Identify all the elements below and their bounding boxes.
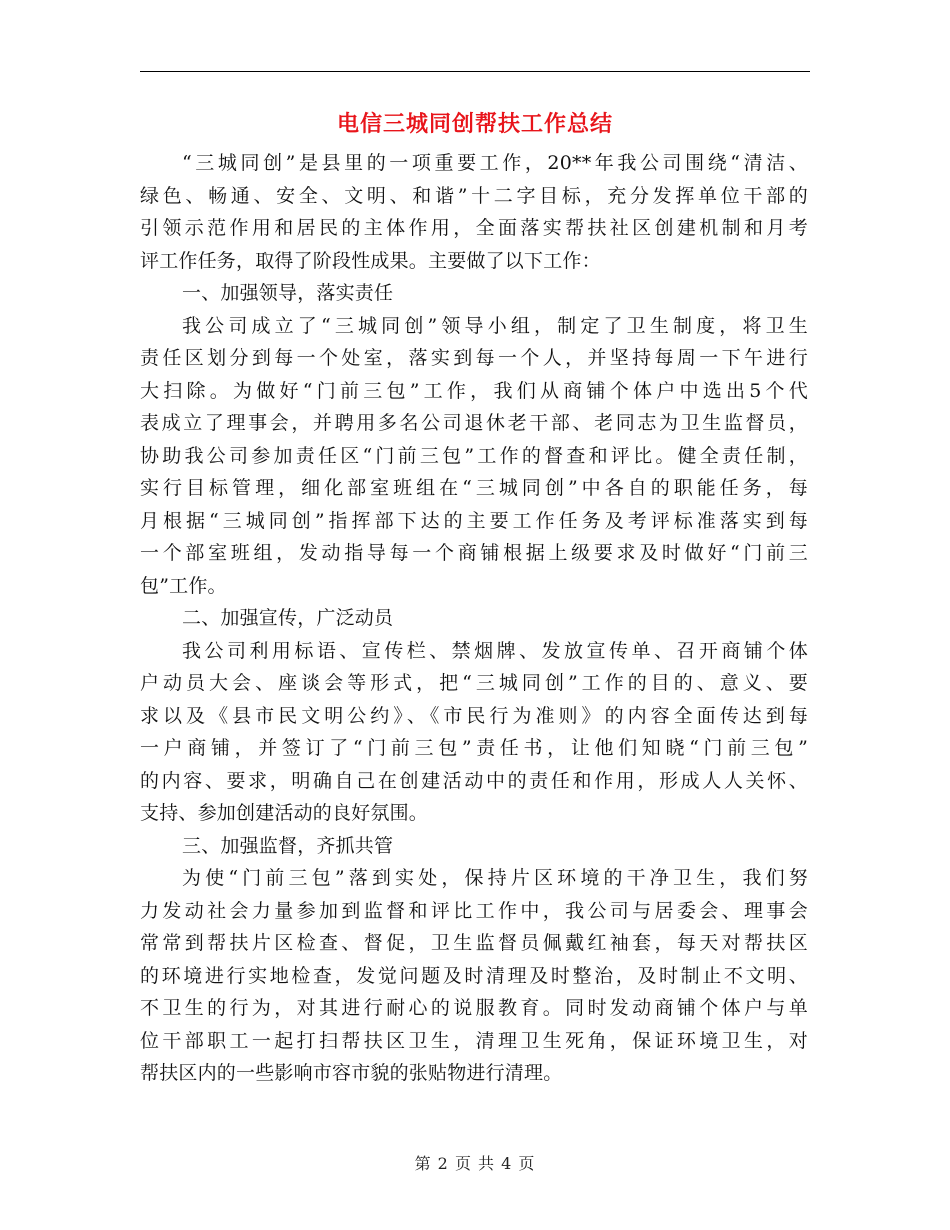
paragraph-line: 月根据“三城同创”指挥部下达的主要工作任务及考评标准落实到每 [140,509,808,532]
paragraph-line: 责任区划分到每一个处室，落实到每一个人，并坚持每周一下午进行 [140,347,808,369]
paragraph-line: 户动员大会、座谈会等形式，把“三城同创”工作的目的、意义、要 [140,672,808,694]
paragraph-line: 绿色、畅通、安全、文明、和谐”十二字目标，充分发挥单位干部的 [140,184,808,207]
paragraph-line: 二、加强宣传，广泛动员 [182,607,394,629]
paragraph-line: 一户商铺，并签订了“门前三包”责任书，让他们知晓“门前三包” [140,737,808,759]
paragraph-line: 求以及《县市民文明公约》、《市民行为准则》的内容全面传达到每 [140,704,808,727]
paragraph-line: 力发动社会力量参加到监督和评比工作中，我公司与居委会、理事会 [140,899,808,922]
paragraph-line: 三、加强监督，齐抓共管 [182,834,394,857]
paragraph-line: 支持、参加创建活动的良好氛围。 [140,802,429,824]
paragraph-line: 引领示范作用和居民的主体作用，全面落实帮扶社区创建机制和月考 [140,217,808,239]
paragraph-line: 不卫生的行为，对其进行耐心的说服教育。同时发动商铺个体户与单 [140,997,808,1019]
document-title: 电信三城同创帮扶工作总结 [336,112,613,137]
paragraph-line: “三城同创”是县里的一项重要工作，20**年我公司围绕“清洁、 [182,152,808,174]
paragraph-line: 我公司成立了“三城同创”领导小组，制定了卫生制度，将卫生 [182,314,808,337]
paragraph-line: 一、加强领导，落实责任 [182,282,394,304]
paragraph-line: 协助我公司参加责任区“门前三包”工作的督查和评比。健全责任制， [140,444,808,467]
paragraph-line: 常常到帮扶片区检查、督促，卫生监督员佩戴红袖套，每天对帮扶区 [140,932,808,954]
paragraph-line: 表成立了理事会，并聘用多名公司退休老干部、老同志为卫生监督员， [140,412,808,434]
page-footer: 第 2 页 共 4 页 [414,1154,536,1173]
paragraph-line: 我公司利用标语、宣传栏、禁烟牌、发放宣传单、召开商铺个体 [182,639,808,662]
paragraph-line: 实行目标管理，细化部室班组在“三城同创”中各自的职能任务，每 [140,477,808,499]
paragraph-line: 位干部职工一起打扫帮扶区卫生，清理卫生死角，保证环境卫生，对 [140,1029,808,1052]
paragraph-line: 的内容、要求，明确自己在创建活动中的责任和作用，形成人人关怀、 [140,769,808,792]
document-body [140,147,808,1090]
paragraph-line: 为使“门前三包”落到实处，保持片区环境的干净卫生，我们努 [182,867,808,889]
paragraph-line: 包”工作。 [140,574,227,597]
header-rule [140,71,810,72]
paragraph-line: 大扫除。为做好“门前三包”工作，我们从商铺个体户中选出5个代 [140,379,808,402]
paragraph-line: 帮扶区内的一些影响市容市貌的张贴物进行清理。 [140,1062,563,1084]
paragraph-line: 一个部室班组，发动指导每一个商铺根据上级要求及时做好“门前三 [140,542,808,564]
paragraph-line: 的环境进行实地检查，发觉问题及时清理及时整治，及时制止不文明、 [140,964,808,987]
paragraph-line: 评工作任务，取得了阶段性成果。主要做了以下工作： [140,249,601,272]
